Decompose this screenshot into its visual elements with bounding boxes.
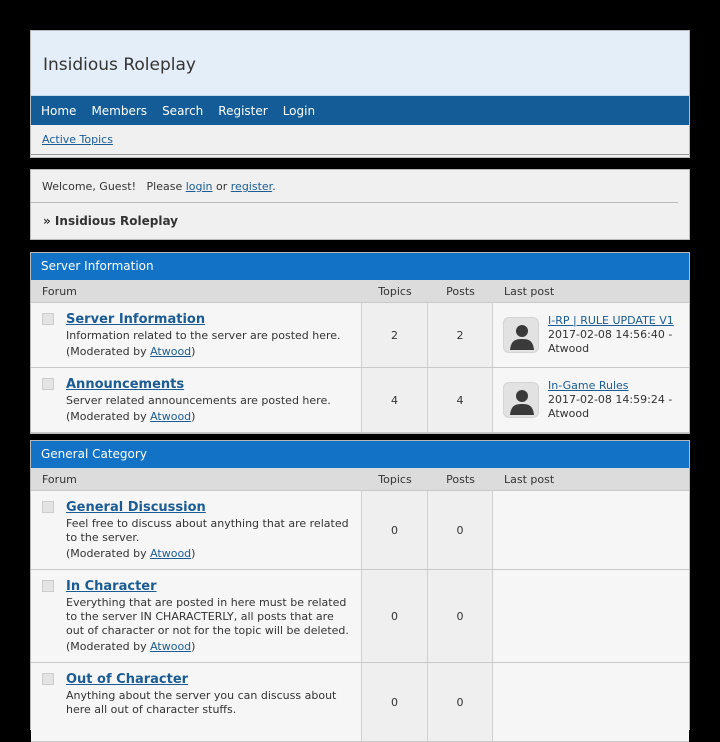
forum-moderators: [66, 410, 353, 424]
welcome-suffix: .: [272, 180, 276, 193]
forum-row: [31, 663, 689, 742]
mod-prefix: (Moderated by: [66, 547, 151, 560]
topics-count: 2: [391, 328, 398, 342]
col-last-post: Last post: [504, 285, 555, 298]
forum-description: Server related announcements are posted here.: [66, 394, 331, 407]
active-topics-link[interactable]: Active Topics: [42, 133, 113, 146]
category-title: General Category: [31, 441, 689, 468]
forum-status-icon: [42, 378, 54, 390]
posts-count: 2: [456, 328, 464, 342]
col-topics: Topics: [378, 473, 412, 486]
user-avatar-icon[interactable]: [503, 382, 539, 418]
forum-moderators: [66, 640, 353, 654]
last-post-link[interactable]: In-Game Rules: [548, 379, 629, 392]
login-link[interactable]: login: [185, 180, 213, 193]
site-title: Insidious Roleplay: [43, 55, 196, 75]
col-forum: Forum: [42, 473, 77, 486]
site-title-bar: [31, 31, 689, 96]
last-post: [493, 491, 689, 569]
last-post-date: 2017-02-08 14:59:24 -: [548, 393, 673, 406]
main-nav: [31, 96, 689, 125]
welcome-or: or: [212, 180, 231, 193]
forum-description: Anything about the server you can discuss about here all out of character stuffs.: [66, 689, 337, 716]
col-posts: Posts: [446, 285, 475, 298]
col-posts: Posts: [446, 473, 475, 486]
mod-suffix: ): [191, 345, 196, 358]
topics-count: 0: [391, 523, 398, 537]
forum-row: [31, 368, 689, 433]
posts-count: 0: [456, 523, 464, 537]
nav-members[interactable]: Members: [91, 103, 148, 118]
register-link[interactable]: register: [230, 180, 273, 193]
last-post: [493, 663, 689, 741]
nav-home[interactable]: Home: [41, 103, 77, 118]
moderator-link[interactable]: Atwood: [150, 410, 192, 423]
forum-link[interactable]: In Character: [66, 579, 157, 594]
mod-prefix: (Moderated by: [66, 640, 151, 653]
forum-row: [31, 303, 689, 368]
moderator-link[interactable]: Atwood: [150, 547, 192, 560]
nav-register[interactable]: Register: [218, 103, 268, 118]
forum-moderators: [66, 345, 353, 359]
mod-suffix: ): [191, 547, 196, 560]
forum-status-icon: [42, 673, 54, 685]
nav-search[interactable]: Search: [162, 103, 204, 118]
posts-count: 0: [456, 609, 464, 623]
last-post-user: Atwood: [548, 407, 590, 420]
moderator-link[interactable]: Atwood: [150, 345, 192, 358]
topics-count: 0: [391, 695, 398, 709]
last-post-date: 2017-02-08 14:56:40 -: [548, 328, 673, 341]
category-server-information: [30, 252, 690, 434]
forum-description: Feel free to discuss about anything that are related to the server.: [66, 517, 349, 544]
col-last-post: Last post: [504, 473, 555, 486]
mod-suffix: ): [191, 640, 196, 653]
forum-link[interactable]: Out of Character: [66, 672, 189, 687]
forum-status-icon: [42, 313, 54, 325]
last-post: [493, 570, 689, 662]
mod-prefix: (Moderated by: [66, 410, 151, 423]
last-post: [493, 368, 689, 432]
topics-count: 0: [391, 609, 398, 623]
forum-row: [31, 491, 689, 570]
last-post-user: Atwood: [548, 342, 590, 355]
welcome-message: [31, 170, 678, 203]
forum-row: [31, 570, 689, 663]
breadcrumb: » Insidious Roleplay: [43, 214, 178, 228]
welcome-prefix: Welcome, Guest! Please: [42, 180, 186, 193]
last-post: [493, 303, 689, 367]
welcome-panel: [30, 169, 690, 240]
mod-prefix: (Moderated by: [66, 345, 151, 358]
forum-moderators: [66, 547, 353, 561]
forum-description: Everything that are posted in here must be related to the server IN CHARACTERLY, all posts that are out of character or not for the topic will be deleted.: [66, 596, 349, 637]
forum-link[interactable]: Announcements: [66, 377, 185, 392]
forum-link[interactable]: General Discussion: [66, 500, 206, 515]
column-header: [31, 280, 689, 303]
moderator-link[interactable]: Atwood: [150, 640, 192, 653]
col-topics: Topics: [378, 285, 412, 298]
category-title: Server Information: [31, 253, 689, 280]
forum-description: Information related to the server are posted here.: [66, 329, 341, 342]
column-header: [31, 468, 689, 491]
topics-count: 4: [391, 393, 398, 407]
posts-count: 4: [456, 393, 464, 407]
user-avatar-icon[interactable]: [503, 317, 539, 353]
mod-suffix: ): [191, 410, 196, 423]
forum-status-icon: [42, 501, 54, 513]
last-post-link[interactable]: I-RP | RULE UPDATE V1: [548, 314, 674, 327]
col-forum: Forum: [42, 285, 77, 298]
sub-nav: [31, 125, 689, 155]
posts-count: 0: [456, 695, 464, 709]
nav-login[interactable]: Login: [282, 103, 316, 118]
forum-status-icon: [42, 580, 54, 592]
header: [30, 30, 690, 158]
forum-link[interactable]: Server Information: [66, 312, 206, 327]
category-general: [30, 440, 690, 730]
